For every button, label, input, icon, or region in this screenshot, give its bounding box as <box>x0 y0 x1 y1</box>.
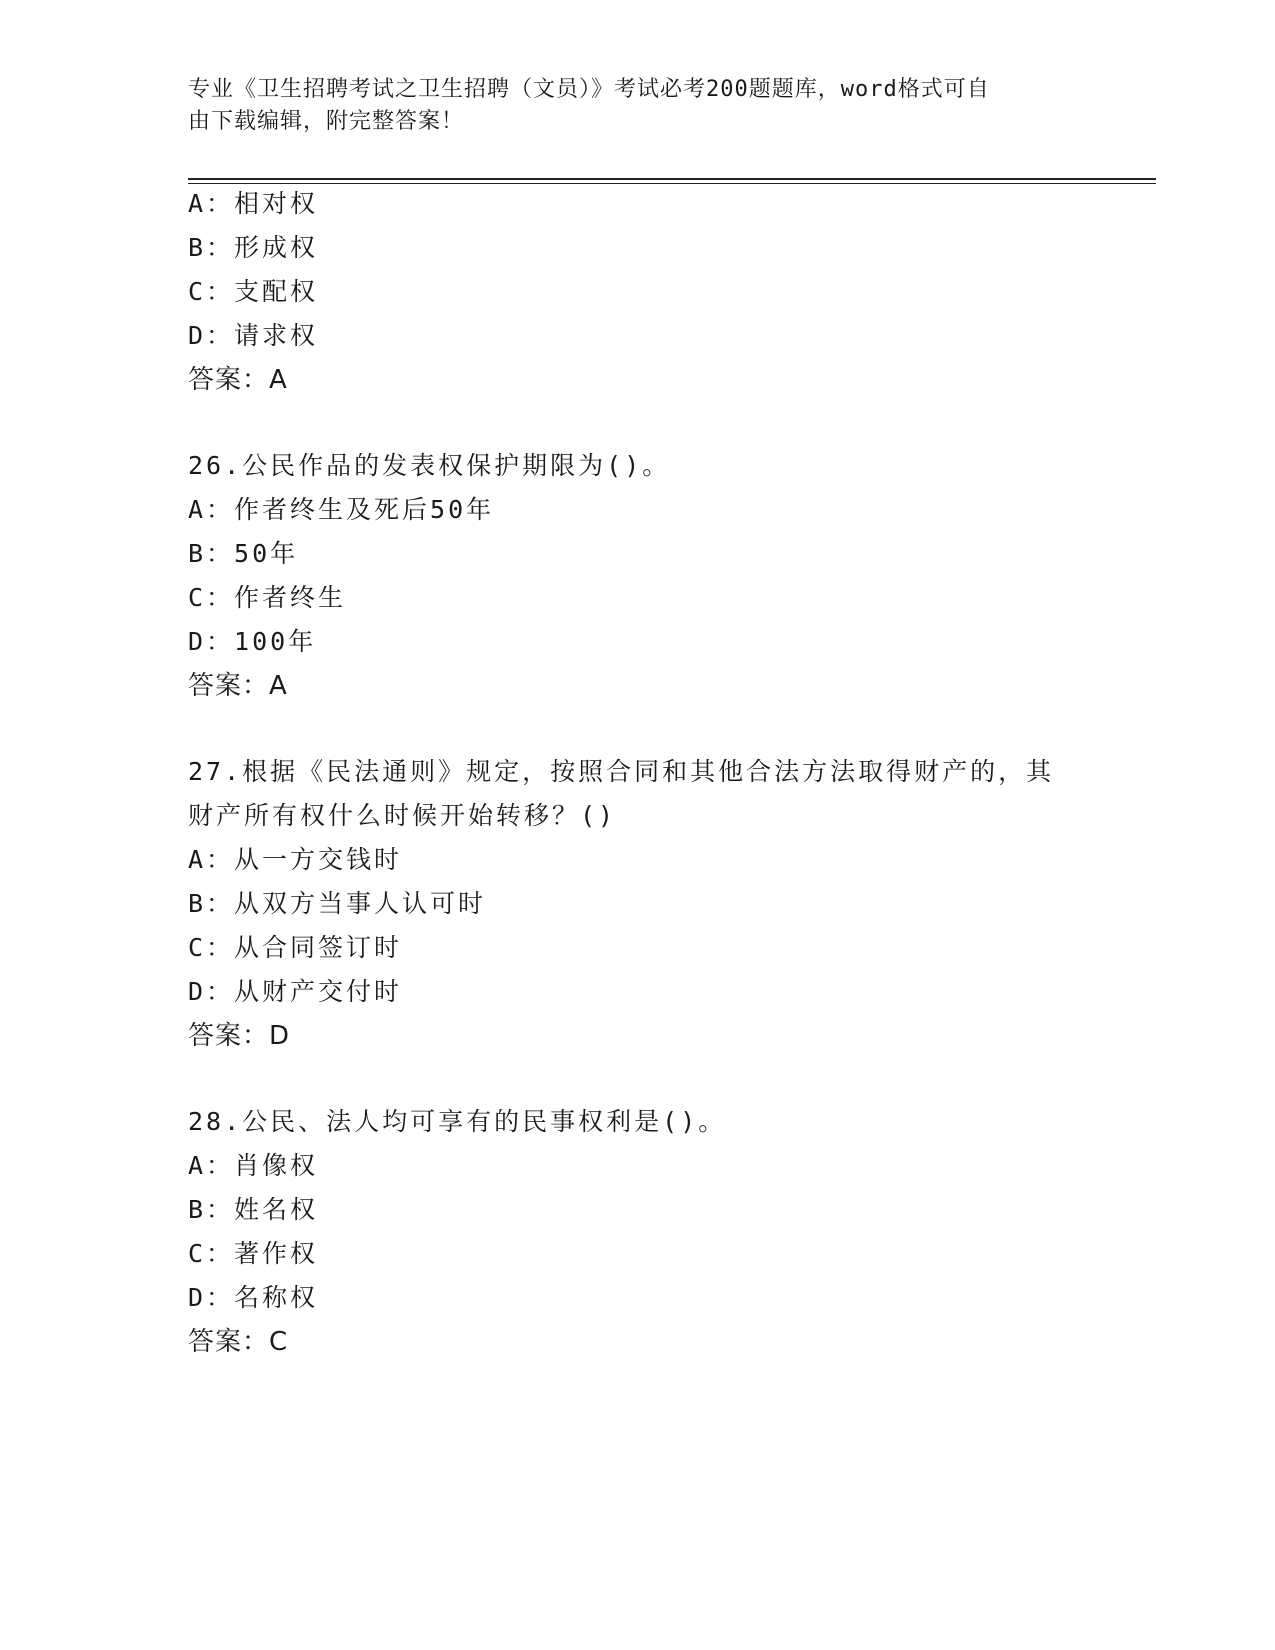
q26-option-a: A：作者终生及死后50年 <box>188 495 495 524</box>
q27-stem-line-2: 财产所有权什么时候开始转移？() <box>188 801 617 830</box>
q25-option-a: A：相对权 <box>188 189 319 218</box>
q26-stem: 26.公民作品的发表权保护期限为()。 <box>188 451 671 480</box>
header-divider-thin <box>188 183 1156 184</box>
q27-option-a: A：从一方交钱时 <box>188 845 403 874</box>
header-line-1: 专业《卫生招聘考试之卫生招聘（文员）》考试必考200题题库，word格式可自 <box>188 77 990 102</box>
q28-option-d: D：名称权 <box>188 1283 319 1312</box>
q27-option-c: C：从合同签订时 <box>188 933 403 962</box>
q28-option-a: A：肖像权 <box>188 1151 319 1180</box>
q26-answer: 答案：A <box>188 671 288 701</box>
document-header <box>188 74 1068 138</box>
q27-stem-line-1: 27.根据《民法通则》规定，按照合同和其他合法方法取得财产的，其 <box>188 757 1055 786</box>
q25-option-b: B：形成权 <box>188 233 319 262</box>
q26-option-c: C：作者终生 <box>188 583 347 612</box>
q27-answer: 答案：D <box>188 1021 291 1051</box>
q25-answer: 答案：A <box>188 365 288 395</box>
q25-option-c: C：支配权 <box>188 277 319 306</box>
q28-stem: 28.公民、法人均可享有的民事权利是()。 <box>188 1107 727 1136</box>
q26-option-d: D：100年 <box>188 627 317 656</box>
q27-option-b: B：从双方当事人认可时 <box>188 889 487 918</box>
header-divider <box>188 178 1156 180</box>
q27-option-d: D：从财产交付时 <box>188 977 403 1006</box>
header-line-2: 由下载编辑，附完整答案！ <box>188 109 465 134</box>
q26-option-b: B：50年 <box>188 539 299 568</box>
q25-option-d: D：请求权 <box>188 321 319 350</box>
q28-answer: 答案：C <box>188 1327 289 1357</box>
q28-option-b: B：姓名权 <box>188 1195 319 1224</box>
q28-option-c: C：著作权 <box>188 1239 319 1268</box>
